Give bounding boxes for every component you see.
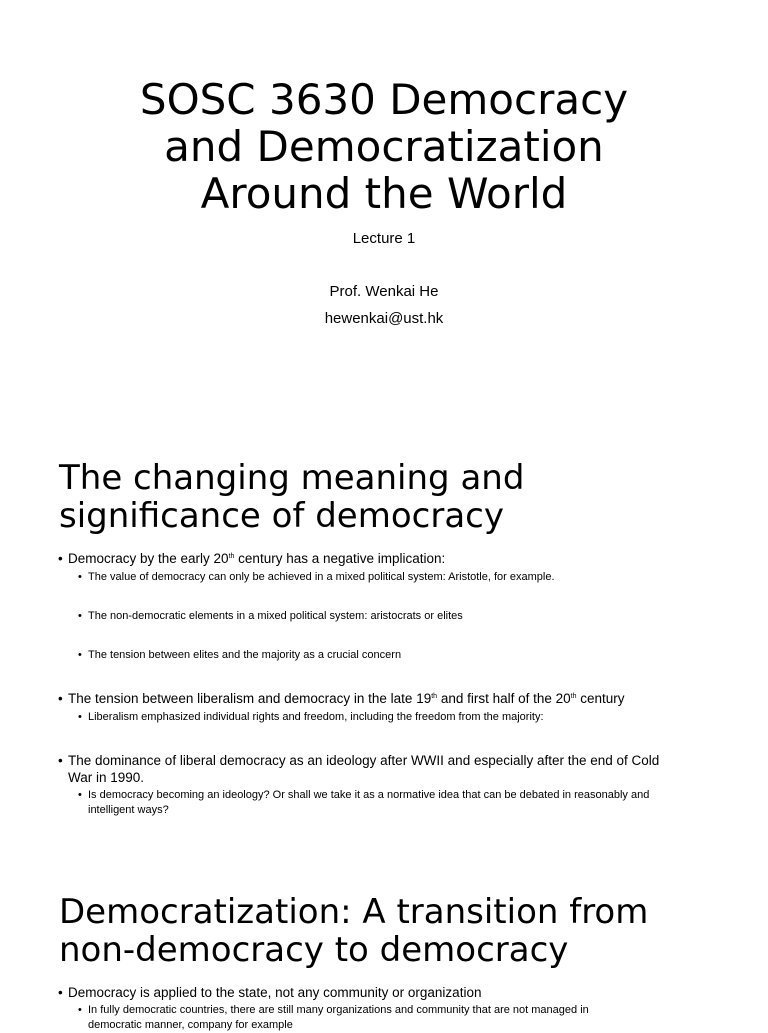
bullet-text: The non-democratic elements in a mixed political system: aristocrats or elites — [88, 610, 463, 622]
bullet-text: The tension between liberalism and democracy in the late 19 — [68, 691, 432, 706]
bullet-dot: • — [78, 1004, 82, 1016]
superscript: th — [228, 553, 235, 560]
title-slide — [0, 0, 768, 432]
slide-heading — [59, 893, 739, 969]
title-line: Around the World — [200, 169, 568, 218]
sub-bullet-item — [78, 788, 728, 818]
sub-bullet-item — [78, 648, 728, 663]
bullet-text: War in 1990. — [68, 770, 145, 785]
title-line: SOSC 3630 Democracy — [139, 75, 629, 124]
bullet-text: and first half of the 20 — [437, 691, 571, 706]
bullet-text: century has a negative implication: — [234, 551, 446, 566]
sub-bullet-item — [78, 609, 728, 624]
bullet-item — [58, 550, 728, 567]
bullet-text: The dominance of liberal democracy as an ideology after WWII and especially after the end of Cold — [68, 753, 660, 768]
professor-name: Prof. Wenkai He — [329, 283, 439, 300]
sub-bullet-item — [78, 1003, 728, 1033]
bullet-item — [58, 690, 728, 707]
heading-line: The changing meaning and — [59, 458, 525, 498]
bullet-text: The value of democracy can only be achieved in a mixed political system: Aristotle, for example. — [88, 571, 555, 583]
slide-heading — [59, 459, 739, 535]
bullet-text: democratic manner, company for example — [88, 1019, 293, 1031]
bullet-dot: • — [58, 985, 63, 1000]
bullet-text: Liberalism emphasized individual rights and freedom, including the freedom from the majority: — [88, 711, 544, 723]
sub-bullet-item — [78, 570, 728, 585]
bullet-text: Democracy is applied to the state, not any community or organization — [68, 985, 482, 1000]
bullet-dot: • — [78, 789, 82, 801]
heading-line: non-democracy to democracy — [59, 930, 569, 970]
superscript: th — [431, 693, 438, 700]
bullet-item — [58, 752, 728, 786]
bullet-text: Is democracy becoming an ideology? Or shall we take it as a normative idea that can be debated in reasonably and — [88, 789, 650, 801]
bullet-item — [58, 984, 728, 1001]
bullet-dot: • — [78, 610, 82, 622]
bullet-text: century — [576, 691, 625, 706]
sub-bullet-item — [78, 710, 728, 725]
bullet-text: In fully democratic countries, there are still many organizations and community that are not managed in — [88, 1004, 589, 1016]
heading-line: significance of democracy — [59, 496, 504, 536]
bullet-text: The tension between elites and the majority as a crucial concern — [88, 649, 402, 661]
bullet-dot: • — [78, 571, 82, 583]
professor-email: hewenkai@ust.hk — [324, 310, 444, 327]
title-line: and Democratization — [164, 122, 604, 171]
bullet-dot: • — [58, 551, 63, 566]
bullet-text: intelligent ways? — [88, 804, 169, 816]
bullet-dot: • — [58, 691, 63, 706]
content-slide — [0, 432, 768, 864]
lecture-label: Lecture 1 — [352, 230, 416, 247]
bullet-dot: • — [78, 649, 82, 661]
bullet-dot: • — [58, 753, 63, 768]
bullet-dot: • — [78, 711, 82, 723]
bullet-text: Democracy by the early 20 — [68, 551, 229, 566]
heading-line: Democratization: A transition from — [59, 892, 649, 932]
content-slide — [0, 864, 768, 1031]
superscript: th — [570, 693, 577, 700]
slide-title — [0, 76, 768, 217]
